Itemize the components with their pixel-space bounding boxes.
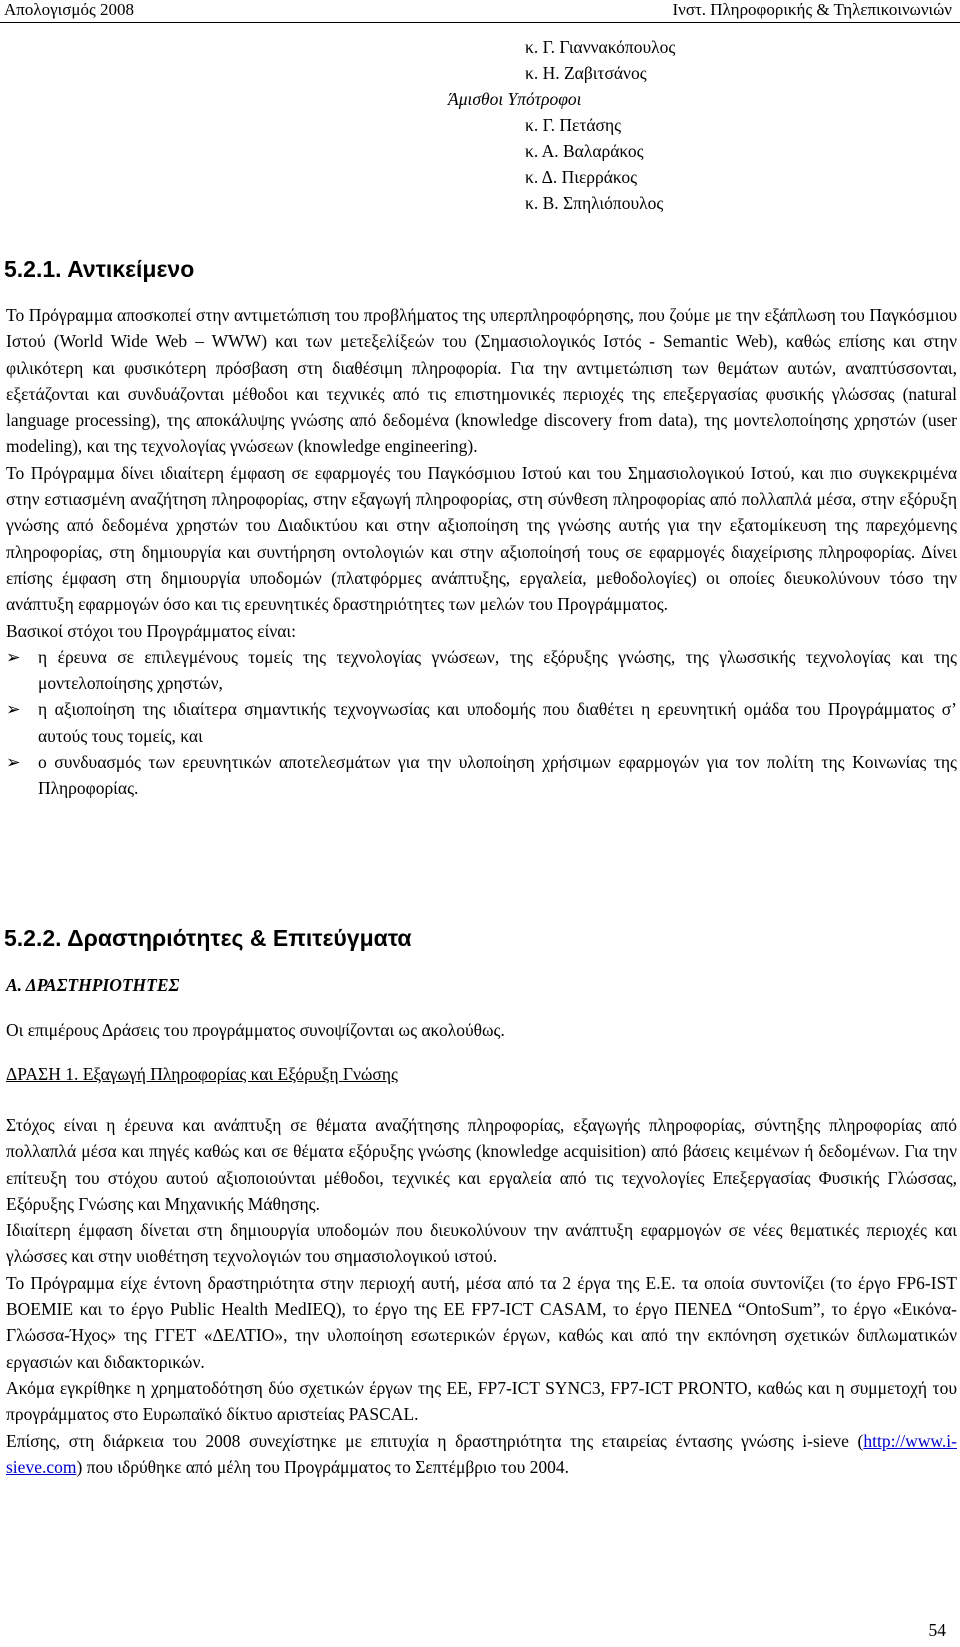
goal-text: η αξιοποίηση της ιδιαίτερα σημαντικής τεχνογνωσίας και υποδομής που διαθέτει η ερευνητική ομάδα του Προγράμματος σ’ αυτούς τους τομείς, και — [38, 699, 957, 746]
staff-name: κ. Β. Σπηλιόπουλος — [525, 193, 664, 213]
paragraph: Το Πρόγραμμα αποσκοπεί στην αντιμετώπιση του προβλήματος της υπερπληροφόρησης, που ζούμε με την εξάπλωση του Παγκόσμιου Ιστού (World Wide Web – WWW) και των μετεξελίξεών του (Σημασιολογικός Ιστός - Semantic Web), καθώς επίσης και στην φιλικότερη και φυσικότερη πρόσβαση στη διαθέσιμη πληροφορία. Για την αντιμετώπιση των θεμάτων αυτών, αναπτύσσονται, εξετάζονται και συνδυάζονται μέθοδοι και τεχνικές από τις επιστημονικές περιοχές της επεξεργασίας φυσικής γλώσσας (natural language processing), της αποκάλυψης γνώσης από δεδομένα (knowledge discovery from data), της μοντελοποίησης χρηστών (user modeling), και της τεχνολογίας γνώσεων (knowledge engineering). — [6, 305, 957, 457]
paragraph: Το Πρόγραμμα δίνει ιδιαίτερη έμφαση σε εφαρμογές του Παγκόσμιου Ιστού και του Σημασιολογικού Ιστού, και πιο συγκεκριμένα στην εστιασμένη αναζήτηση πληροφορίας, στην εξαγωγή πληροφορίας, στη σύνθεση πληροφορίας από πολλαπλά μέσα, στην εξόρυξη γνώσης από δεδομένα χρηστών του Διαδικτύου και στην αξιοποίηση της γνώσης αυτής για την εξατομίκευση της παρεχόμενης πληροφορίας, στη δημιουργία και συντήρηση οντολογιών και στην αξιοποίησή τους σε εφαρμογές διαχείρισης πληροφορίας. Δίνει επίσης έμφαση στη δημιουργία υποδομών (πλατφόρμες ανάπτυξης, εργαλεία, μεθοδολογίες) οι οποίες διευκολύνουν τόσο την ανάπτυξη εφαρμογών όσο και τις ερευνητικές δραστηριότητες των μελών του Προγράμματος. — [6, 462, 957, 615]
paragraph: Βασικοί στόχοι του Προγράμματος είναι: — [6, 620, 296, 641]
staff-name: κ. Γ. Γιαννακόπουλος — [525, 37, 676, 57]
page-header — [0, 0, 960, 23]
paragraph: Ακόμα εγκρίθηκε η χρηματοδότηση δύο σχετικών έργων της ΕΕ, FP7-ICT SYNC3, FP7-ICT PRONTO, καθώς και η συμμετοχή του προγράμματος στο Ευρωπαϊκό δίκτυο αριστείας PASCAL. — [6, 1377, 957, 1425]
arrow-bullet-icon: ➢ — [6, 752, 21, 773]
text-run: Επίσης, στη διάρκεια του 2008 συνεχίστηκε με επιτυχία η δραστηριότητα της εταιρείας έντασης γνώσης i-sieve ( — [6, 1430, 864, 1451]
summary-text: Οι επιμέρους Δράσεις του προγράμματος συνοψίζονται ως ακολούθως. — [6, 1020, 505, 1040]
text-run: ) που ιδρύθηκε από μέλη του Προγράμματος το Σεπτέμβριο του 2004. — [76, 1456, 569, 1477]
goal-text: η έρευνα σε επιλεγμένους τομείς της τεχνολογίας γνώσεων, της εξόρυξης γνώσης, της γλωσσικής τεχνολογίας και της μοντελοποίησης χρηστών, — [38, 646, 957, 694]
paragraph: Το Πρόγραμμα είχε έντονη δραστηριότητα στην περιοχή αυτή, μέσα από τα 2 έργα της Ε.Ε. τα οποία συντονίζει (το έργο FP6-IST BOEMIE και το έργο Public Health MedIEQ), το έργο της ΕΕ FP7-ICT CASAM, το έργο ΠΕΝΕΔ “OntoSum”, το έργο «Εικόνα-Γλώσσα-Ήχος» της ΓΓΕΤ «ΔΕΛΤΙΟ», την υλοποίηση εσωτερικών έργων, καθώς και από την εκπόνηση σχετικών διπλωματικών εργασιών και διδακτορικών. — [6, 1272, 957, 1372]
section-heading-activities: 5.2.2. Δραστηριότητες & Επιτεύγματα — [4, 925, 412, 951]
isieve-link[interactable]: http://www.i-sieve.com — [6, 1430, 957, 1477]
unpaid-fellows-label: Άμισθοι Υπότροφοι — [448, 89, 582, 109]
arrow-bullet-icon: ➢ — [6, 646, 21, 667]
goals-list — [6, 644, 957, 802]
objective-body — [6, 302, 957, 802]
list-item — [6, 696, 957, 749]
arrow-bullet-icon: ➢ — [6, 699, 21, 720]
action-body — [6, 1112, 957, 1480]
paragraph: Στόχος είναι η έρευνα και ανάπτυξη σε θέματα αναζήτησης πληροφορίας, εξαγωγής πληροφορίας, σύντηξης πληροφορίας από πολλαπλά μέσα και πηγές καθώς και σε θέματα εξόρυξης γνώσης (knowledge acquisition) από βάσεις κειμένων ή δεδομένων. Για την επίτευξη του στόχου αυτού αξιοποιούνται μέθοδοι, τεχνικές και εργαλεία από τις τεχνολογίες Επεξεργασίας Φυσικής Γλώσσας, Εξόρυξης Γνώσης και Μηχανικής Μάθησης. — [6, 1115, 957, 1214]
paragraph — [6, 1428, 957, 1481]
staff-name: κ. Γ. Πετάσης — [525, 115, 622, 135]
paragraph: Ιδιαίτερη έμφαση δίνεται στη δημιουργία υποδομών που διευκολύνουν την ανάπτυξη εφαρμογών σε νέες θεματικές περιοχές και γλώσσες και στην υιοθέτηση τεχνολογιών του σημασιολογικού ιστού. — [6, 1220, 957, 1267]
goal-text: ο συνδυασμός των ερευνητικών αποτελεσμάτων για την υλοποίηση χρήσιμων εφαρμογών για τον πολίτη της Κοινωνίας της Πληροφορίας. — [38, 752, 957, 799]
list-item — [6, 749, 957, 802]
header-institute-name: Ινστ. Πληροφορικής & Τηλεπικοινωνιών — [672, 0, 952, 19]
subsection-heading: Α. ΔΡΑΣΤΗΡΙΟΤΗΤΕΣ — [6, 975, 180, 995]
header-report-title: Απολογισμός 2008 — [4, 0, 134, 19]
page-number: 54 — [928, 1620, 946, 1640]
staff-list — [0, 34, 675, 216]
staff-name: κ. Η. Ζαβιτσάνος — [525, 63, 647, 83]
section-heading-objective: 5.2.1. Αντικείμενο — [4, 256, 195, 282]
list-item — [6, 644, 957, 697]
staff-name: κ. Δ. Πιερράκος — [525, 167, 638, 187]
staff-name: κ. Α. Βαλαράκος — [525, 141, 644, 161]
action-title: ΔΡΑΣΗ 1. Εξαγωγή Πληροφορίας και Εξόρυξη Γνώσης — [6, 1064, 398, 1084]
